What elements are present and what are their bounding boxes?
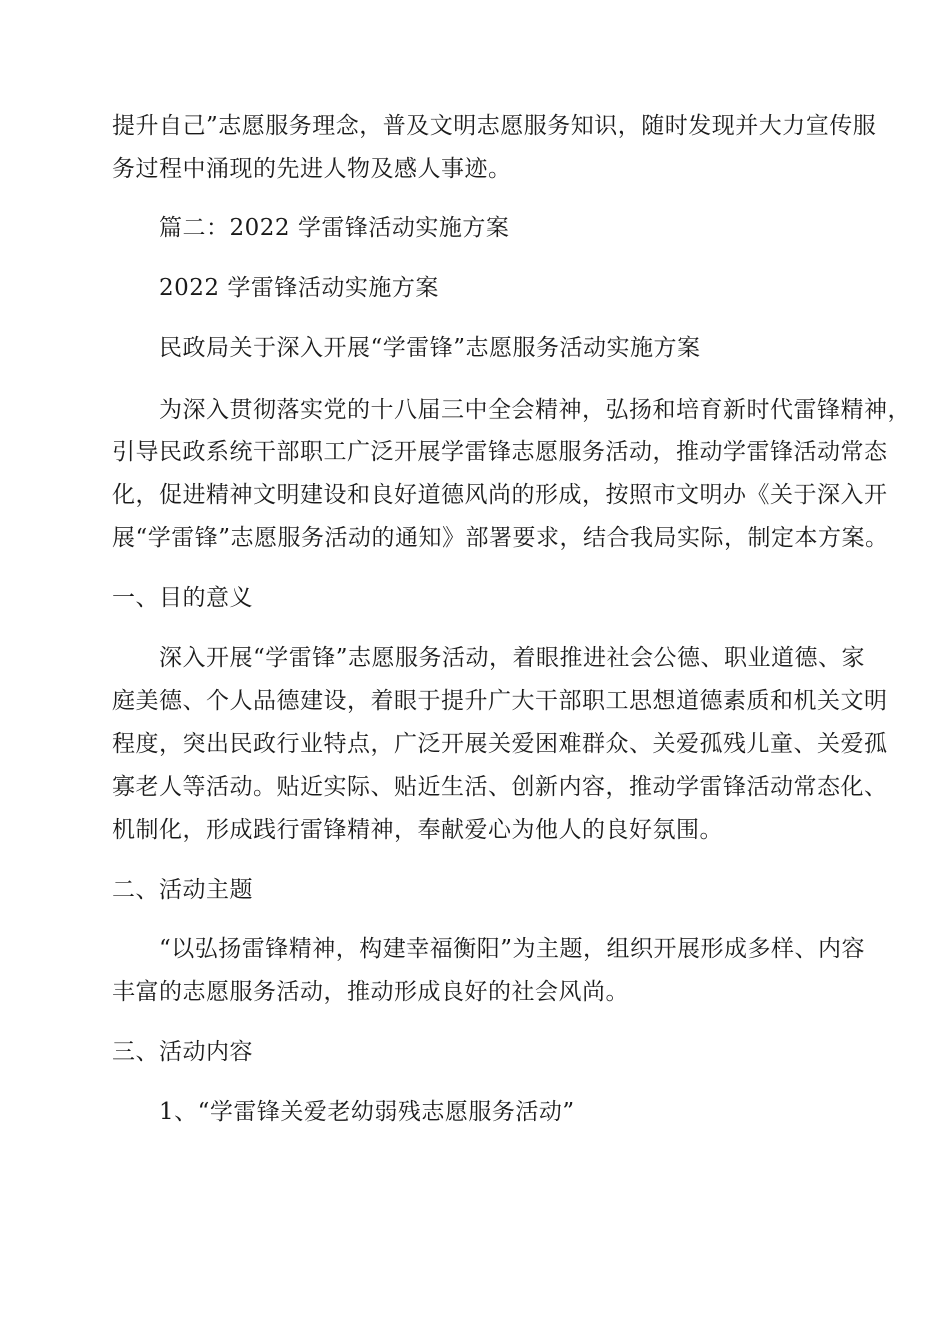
text-line: “以弘扬雷锋精神，构建幸福衡阳”为主题，组织开展形成多样、内容	[159, 936, 866, 962]
section-heading: 篇二：2022 学雷锋活动实施方案	[159, 215, 510, 241]
text-line: 丰富的志愿服务活动，推动形成良好的社会风尚。	[112, 979, 629, 1005]
text-line: 寡老人等活动。贴近实际、贴近生活、创新内容，推动学雷锋活动常态化、	[112, 774, 888, 800]
text-line: 化，促进精神文明建设和良好道德风尚的形成，按照市文明办《关于深入开	[112, 482, 888, 508]
list-item: 1、“学雷锋关爱老幼弱残志愿服务活动”	[159, 1099, 575, 1125]
text-line: 引导民政系统干部职工广泛开展学雷锋志愿服务活动，推动学雷锋活动常态	[112, 439, 888, 465]
document-subtitle: 民政局关于深入开展“学雷锋”志愿服务活动实施方案	[159, 335, 701, 361]
section-heading: 一、目的意义	[112, 585, 253, 611]
document-title: 2022 学雷锋活动实施方案	[159, 275, 439, 301]
text-line: 庭美德、个人品德建设，着眼于提升广大干部职工思想道德素质和机关文明	[112, 688, 888, 714]
text-line: 提升自己”志愿服务理念，普及文明志愿服务知识，随时发现并大力宣传服	[112, 113, 877, 139]
text-line: 务过程中涌现的先进人物及感人事迹。	[112, 156, 512, 182]
text-line: 为深入贯彻落实党的十八届三中全会精神，弘扬和培育新时代雷锋精神，	[159, 397, 911, 423]
section-heading: 三、活动内容	[112, 1039, 253, 1065]
text-line: 机制化，形成践行雷锋精神，奉献爱心为他人的良好氛围。	[112, 817, 723, 843]
text-line: 程度，突出民政行业特点，广泛开展关爱困难群众、关爱孤残儿童、关爱孤	[112, 731, 888, 757]
section-heading: 二、活动主题	[112, 877, 253, 903]
text-line: 展“学雷锋”志愿服务活动的通知》部署要求，结合我局实际，制定本方案。	[112, 525, 889, 551]
text-line: 深入开展“学雷锋”志愿服务活动，着眼推进社会公德、职业道德、家	[159, 645, 866, 671]
